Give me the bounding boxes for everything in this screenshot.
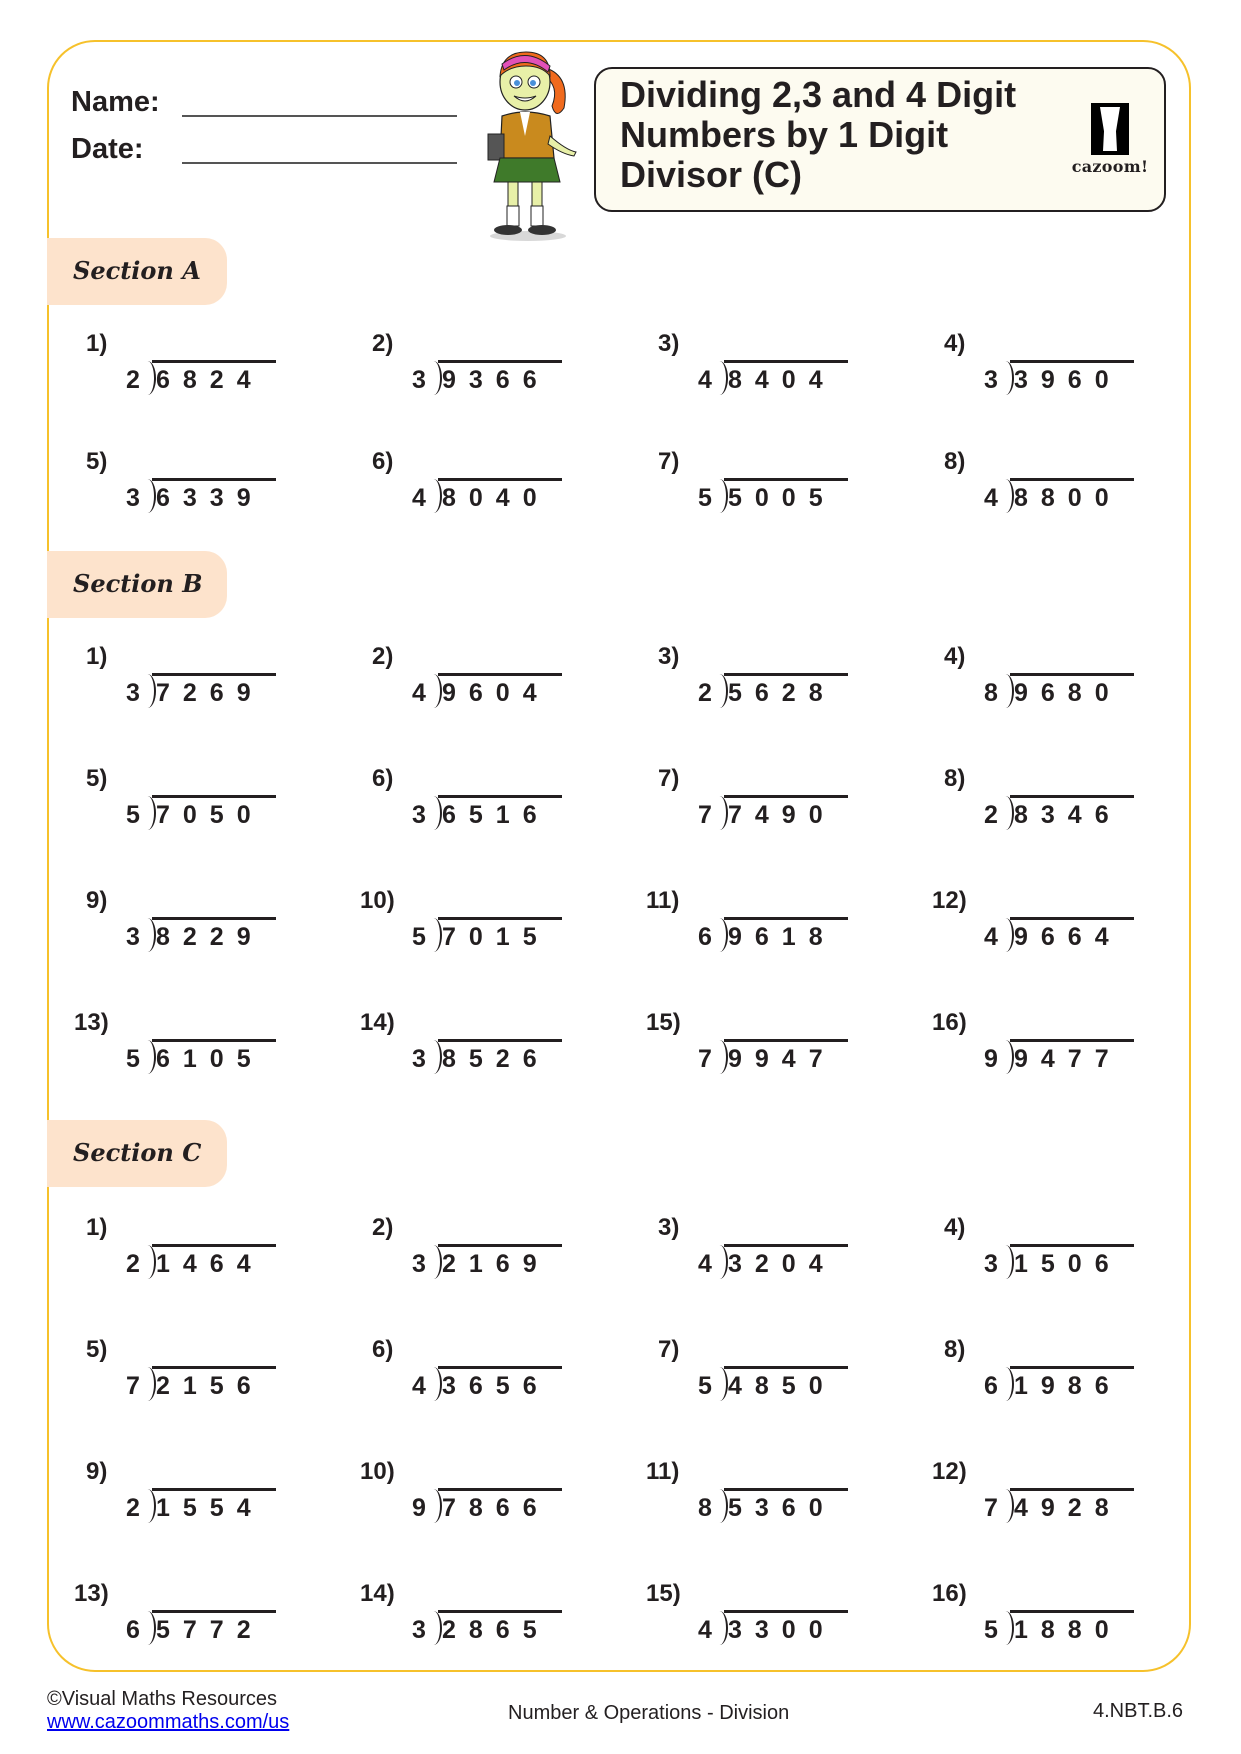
division-problem (646, 1009, 938, 1099)
division-problem (86, 448, 366, 538)
website-link[interactable]: www.cazoommaths.com/us (47, 1711, 290, 1733)
problem-number: 1) (86, 330, 108, 357)
copyright-text: ©Visual Maths Resources (47, 1688, 278, 1710)
name-input-line[interactable] (182, 115, 457, 117)
dividend: 8229 (152, 917, 276, 952)
divisor: 4 (698, 1616, 712, 1644)
dividend: 9680 (1010, 673, 1134, 708)
dividend: 5772 (152, 1610, 276, 1645)
dividend: 4850 (724, 1366, 848, 1401)
problem-number: 6) (372, 765, 394, 792)
dividend: 7866 (438, 1488, 562, 1523)
division-problem (372, 1214, 652, 1304)
division-problem (658, 643, 938, 733)
divisor: 4 (698, 366, 712, 394)
divisor: 4 (412, 484, 426, 512)
divisor: 3 (126, 679, 140, 707)
problem-number: 8) (944, 448, 966, 475)
division-problem (658, 448, 938, 538)
problem-number: 13) (74, 1580, 109, 1607)
divisor: 7 (126, 1372, 140, 1400)
dividend: 6339 (152, 478, 276, 513)
problem-number: 14) (360, 1009, 395, 1036)
divisor: 4 (412, 679, 426, 707)
division-problem (372, 330, 652, 420)
divisor: 5 (698, 484, 712, 512)
problem-number: 12) (932, 887, 967, 914)
divisor: 5 (126, 801, 140, 829)
problem-number: 1) (86, 643, 108, 670)
section-title: Section C (73, 1138, 202, 1167)
section-header (47, 1120, 227, 1187)
division-problem (658, 1336, 938, 1426)
dividend: 3204 (724, 1244, 848, 1279)
title-box (594, 67, 1166, 212)
name-label: Name: (71, 86, 160, 118)
girl-illustration (480, 46, 580, 242)
dividend: 1986 (1010, 1366, 1134, 1401)
problem-number: 9) (86, 1458, 108, 1485)
division-problem (86, 1458, 366, 1548)
problem-number: 13) (74, 1009, 109, 1036)
dividend: 6824 (152, 360, 276, 395)
date-input-line[interactable] (182, 162, 457, 164)
divisor: 9 (984, 1045, 998, 1073)
division-problem (646, 1458, 938, 1548)
problem-number: 12) (932, 1458, 967, 1485)
division-problem (658, 765, 938, 855)
divisor: 2 (126, 1250, 140, 1278)
date-label: Date: (71, 133, 144, 165)
dividend: 9604 (438, 673, 562, 708)
dividend: 7490 (724, 795, 848, 830)
division-problem (372, 448, 652, 538)
division-problem (944, 330, 1224, 420)
division-problem (944, 1336, 1224, 1426)
problem-number: 9) (86, 887, 108, 914)
problem-number: 2) (372, 643, 394, 670)
drum-icon (1091, 103, 1129, 155)
division-problem (658, 330, 938, 420)
problem-number: 7) (658, 765, 680, 792)
divisor: 3 (126, 484, 140, 512)
problem-number: 5) (86, 1336, 108, 1363)
problem-number: 7) (658, 1336, 680, 1363)
title-line-1: Dividing 2,3 and 4 Digit (620, 74, 1017, 115)
divisor: 2 (984, 801, 998, 829)
problem-number: 6) (372, 1336, 394, 1363)
division-problem (658, 1214, 938, 1304)
divisor: 7 (698, 1045, 712, 1073)
problem-number: 6) (372, 448, 394, 475)
division-problem (372, 765, 652, 855)
problem-number: 7) (658, 448, 680, 475)
divisor: 3 (412, 1045, 426, 1073)
dividend: 6516 (438, 795, 562, 830)
dividend: 7269 (152, 673, 276, 708)
dividend: 8346 (1010, 795, 1134, 830)
divisor: 6 (984, 1372, 998, 1400)
dividend: 8800 (1010, 478, 1134, 513)
dividend: 5628 (724, 673, 848, 708)
divisor: 7 (984, 1494, 998, 1522)
problem-number: 15) (646, 1580, 681, 1607)
division-problem (932, 887, 1224, 977)
division-problem (360, 1580, 652, 1670)
divisor: 3 (412, 366, 426, 394)
problem-number: 14) (360, 1580, 395, 1607)
problem-number: 15) (646, 1009, 681, 1036)
title-line-2: Numbers by 1 Digit (620, 114, 949, 155)
divisor: 6 (698, 923, 712, 951)
divisor: 4 (412, 1372, 426, 1400)
divisor: 3 (984, 1250, 998, 1278)
dividend: 3960 (1010, 360, 1134, 395)
division-problem (86, 330, 366, 420)
problem-number: 16) (932, 1009, 967, 1036)
divisor: 3 (126, 923, 140, 951)
division-problem (360, 1009, 652, 1099)
problem-number: 11) (646, 887, 680, 914)
dividend: 3656 (438, 1366, 562, 1401)
dividend: 5360 (724, 1488, 848, 1523)
division-problem (372, 643, 652, 733)
problem-number: 8) (944, 765, 966, 792)
logo-text: cazoom! (1071, 157, 1149, 176)
divisor: 6 (126, 1616, 140, 1644)
problem-number: 8) (944, 1336, 966, 1363)
division-problem (932, 1009, 1224, 1099)
dividend: 6105 (152, 1039, 276, 1074)
problem-number: 11) (646, 1458, 680, 1485)
dividend: 2156 (152, 1366, 276, 1401)
divisor: 5 (412, 923, 426, 951)
section-title: Section B (73, 569, 203, 598)
problem-number: 4) (944, 1214, 966, 1241)
divisor: 3 (412, 801, 426, 829)
division-problem (932, 1458, 1224, 1548)
problem-number: 3) (658, 330, 680, 357)
divisor: 2 (126, 1494, 140, 1522)
divisor: 7 (698, 801, 712, 829)
divisor: 4 (984, 923, 998, 951)
divisor: 5 (984, 1616, 998, 1644)
divisor: 8 (698, 1494, 712, 1522)
footer-standard: 4.NBT.B.6 (1093, 1700, 1184, 1722)
section-header (47, 238, 227, 305)
dividend: 9664 (1010, 917, 1134, 952)
divisor: 8 (984, 679, 998, 707)
division-problem (944, 1214, 1224, 1304)
section-title: Section A (73, 256, 201, 285)
division-problem (360, 887, 652, 977)
footer-copyright-block (47, 1688, 289, 1734)
division-problem (86, 643, 366, 733)
cazoom-logo (1070, 103, 1150, 176)
problem-number: 3) (658, 1214, 680, 1241)
problem-number: 4) (944, 643, 966, 670)
divisor: 5 (126, 1045, 140, 1073)
divisor: 5 (698, 1372, 712, 1400)
divisor: 2 (126, 366, 140, 394)
divisor: 9 (412, 1494, 426, 1522)
dividend: 8404 (724, 360, 848, 395)
division-problem (86, 765, 366, 855)
worksheet-title (620, 75, 1040, 195)
divisor: 3 (412, 1250, 426, 1278)
dividend: 5005 (724, 478, 848, 513)
dividend: 8526 (438, 1039, 562, 1074)
division-problem (944, 765, 1224, 855)
title-line-3: Divisor (C) (620, 154, 803, 195)
division-problem (372, 1336, 652, 1426)
problem-number: 2) (372, 330, 394, 357)
division-problem (74, 1580, 366, 1670)
dividend: 1554 (152, 1488, 276, 1523)
dividend: 3300 (724, 1610, 848, 1645)
dividend: 7050 (152, 795, 276, 830)
division-problem (646, 887, 938, 977)
division-problem (944, 643, 1224, 733)
divisor: 2 (698, 679, 712, 707)
dividend: 9477 (1010, 1039, 1134, 1074)
division-problem (86, 1336, 366, 1426)
dividend: 1506 (1010, 1244, 1134, 1279)
division-problem (646, 1580, 938, 1670)
dividend: 9947 (724, 1039, 848, 1074)
dividend: 9618 (724, 917, 848, 952)
problem-number: 2) (372, 1214, 394, 1241)
divisor: 4 (698, 1250, 712, 1278)
division-problem (86, 887, 366, 977)
problem-number: 16) (932, 1580, 967, 1607)
problem-number: 10) (360, 1458, 395, 1485)
division-problem (86, 1214, 366, 1304)
footer-topic: Number & Operations - Division (508, 1702, 790, 1724)
dividend: 8040 (438, 478, 562, 513)
dividend: 1880 (1010, 1610, 1134, 1645)
problem-number: 5) (86, 448, 108, 475)
problem-number: 1) (86, 1214, 108, 1241)
divisor: 3 (984, 366, 998, 394)
dividend: 2865 (438, 1610, 562, 1645)
problem-number: 3) (658, 643, 680, 670)
problem-number: 10) (360, 887, 395, 914)
division-problem (944, 448, 1224, 538)
problem-number: 5) (86, 765, 108, 792)
divisor: 3 (412, 1616, 426, 1644)
dividend: 9366 (438, 360, 562, 395)
dividend: 2169 (438, 1244, 562, 1279)
division-problem (360, 1458, 652, 1548)
division-problem (932, 1580, 1224, 1670)
dividend: 1464 (152, 1244, 276, 1279)
divisor: 4 (984, 484, 998, 512)
section-header (47, 551, 227, 618)
division-problem (74, 1009, 366, 1099)
dividend: 4928 (1010, 1488, 1134, 1523)
dividend: 7015 (438, 917, 562, 952)
problem-number: 4) (944, 330, 966, 357)
